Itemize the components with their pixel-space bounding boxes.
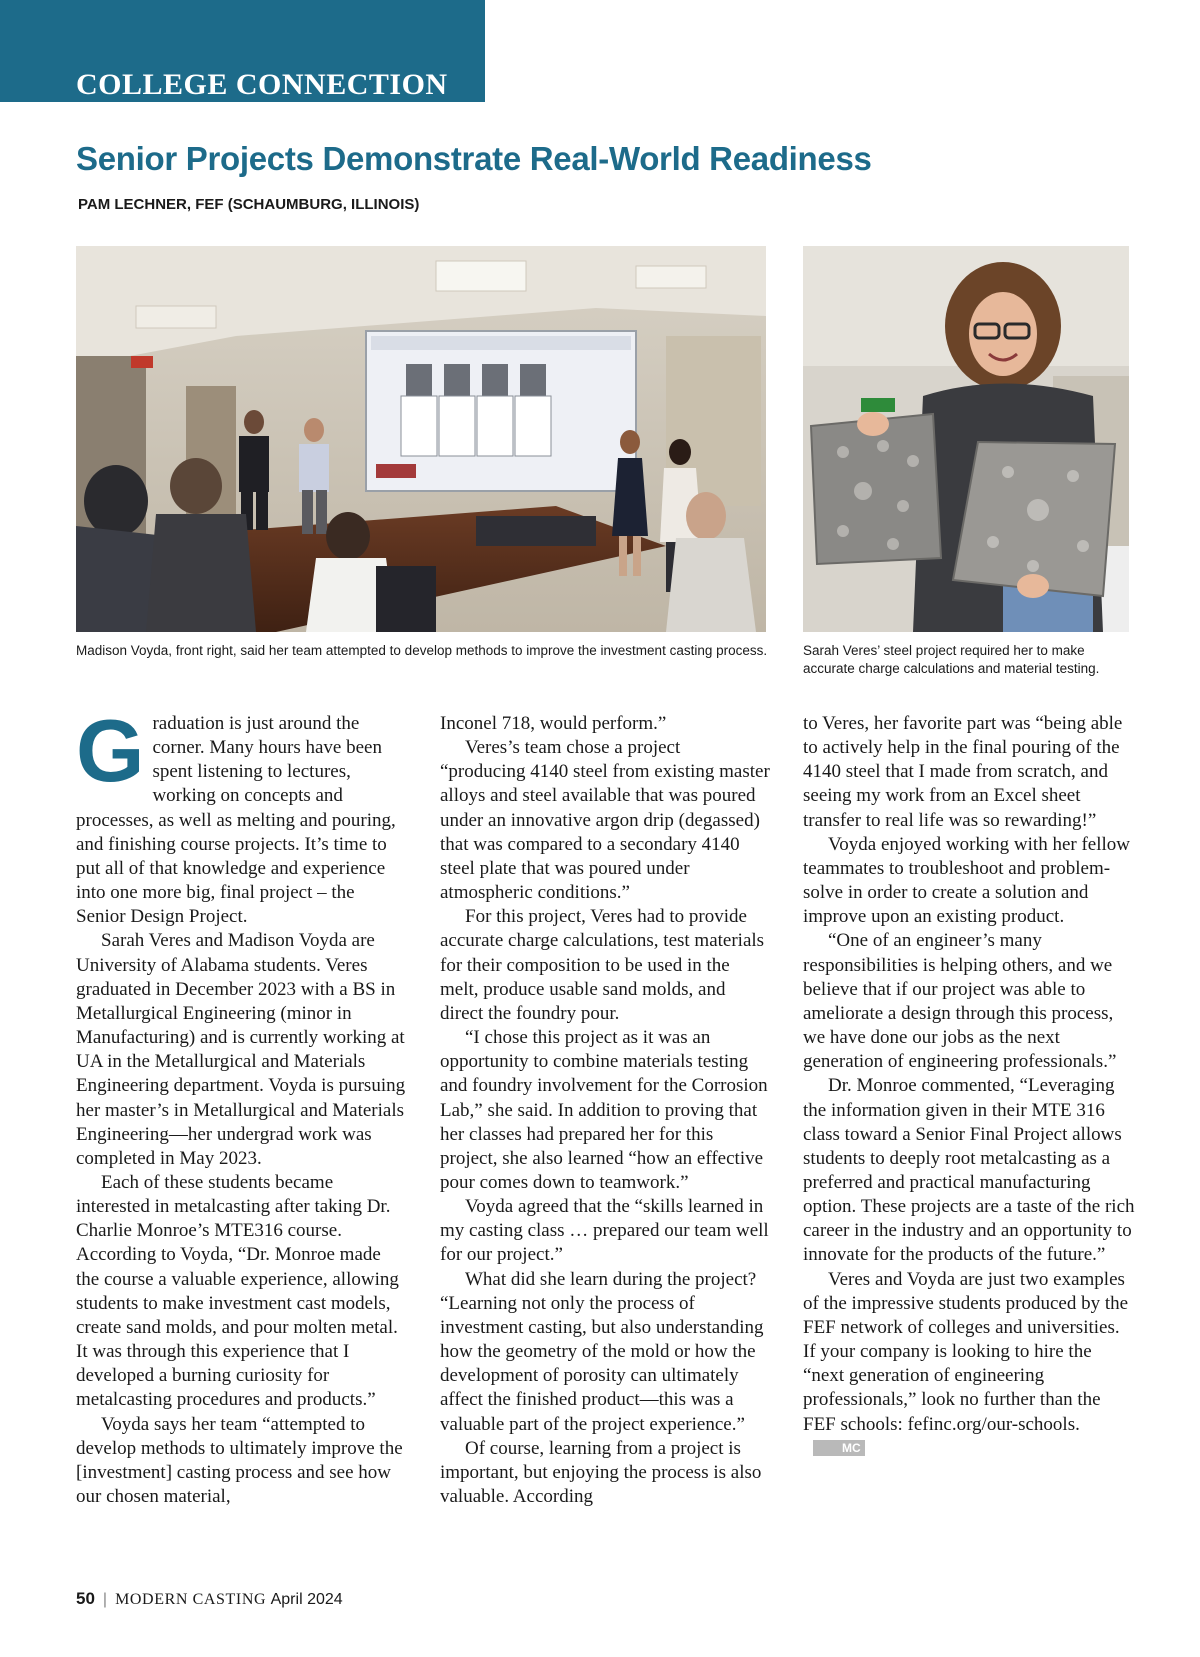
article-paragraph: Veres and Voyda are just two examples of the impressive students produced by the FEF network of colleges and universities. If your company is looking to hire the “next generation of engineering professionals,” look no further than the FEF schools: fefinc.org/our-schools.MC	[803, 1268, 1129, 1455]
left-photo-caption: Madison Voyda, front right, said her team attempted to develop methods to improve the investment casting process.	[76, 643, 768, 658]
drop-cap: G	[76, 701, 145, 800]
article-column-1	[76, 701, 406, 1509]
article-paragraph: Veres’s team chose a project “producing 4140 steel from existing master alloys and steel available that was poured under an innovative argon drip (degassed) that was compared to a secondary 4140 steel plate that was poured under atmospheric conditions.”	[440, 737, 770, 904]
article-paragraph: Sarah Veres and Madison Voyda are University of Alabama students. Veres graduated in December 2023 with a BS in Metallurgical Engineering (minor in Manufacturing) and is currently working at UA in the Metallurgical and Materials Engineering department. Voyda is pursuing her master’s in Metallurgical and Materials Engineering—her undergrad work was completed in May 2023.	[76, 930, 406, 1169]
footer-separator: |	[102, 1591, 108, 1608]
article-headline: Senior Projects Demonstrate Real-World Readiness	[76, 140, 872, 177]
issue-date: April 2024	[270, 1591, 343, 1608]
section-label: COLLEGE CONNECTION	[76, 68, 448, 101]
article-column-2	[440, 712, 770, 1509]
article-paragraph: to Veres, her favorite part was “being able to actively help in the final pouring of the 4140 steel that I made from scratch, and seeing my work from an Excel sheet transfer to real life was so rewarding!”	[803, 713, 1123, 831]
article-paragraph: Inconel 718, would perform.”	[440, 713, 667, 734]
byline: PAM LECHNER, FEF (SCHAUMBURG, ILLINOIS)	[78, 196, 420, 213]
article-paragraph: Dr. Monroe commented, “Leveraging the information given in their MTE 316 class toward a Senior Final Project allows students to deeply root metalcasting as a preferred and practical manufacturing option. These projects are a taste of the rich career in the industry and an opportunity to innovate for the products of the future.”	[803, 1075, 1135, 1266]
article-paragraph: Each of these students became interested in metalcasting after taking Dr. Charlie Monroe’s MTE316 course. According to Voyda, “Dr. Monroe made the course a valuable experience, allowing students to make investment cast models, create sand molds, and pour molten metal. It was through this experience that I developed a burning curiosity for metalcasting procedures and products.”	[76, 1171, 399, 1411]
magazine-name: MODERN CASTING	[115, 1591, 267, 1608]
article-paragraph: Graduation is just around the corner. Many hours have been spent listening to lectures, working on concepts and processes, as well as melting and pouring, and finishing course projects. It’s time to put all of that knowledge and experience into one more big, final project – the Senior Design Project.	[76, 701, 396, 928]
page-number: 50	[76, 1589, 95, 1608]
article-paragraph: Of course, learning from a project is important, but enjoying the process is also valuable. According	[440, 1437, 762, 1507]
page-footer	[76, 1589, 343, 1609]
steel-plates-photo	[803, 246, 1129, 632]
article-paragraph: “I chose this project as it was an opportunity to combine materials testing and foundry involvement for the Corrosion Lab,” she said. In addition to proving that her classes had prepared her for this project, she also learned “how an effective pour comes down to teamwork.”	[440, 1027, 768, 1193]
article-paragraph: “One of an engineer’s many responsibilities is helping others, and we believe that if our project was able to ameliorate a design through this process, we have done our jobs as the next generation of engineering professionals.”	[803, 930, 1117, 1073]
article-paragraph: Voyda says her team “attempted to develop methods to ultimately improve the [investment] casting process and see how our chosen material,	[76, 1413, 403, 1507]
article-paragraph: For this project, Veres had to provide accurate charge calculations, test materials for their composition to be used in the melt, produce usable sand molds, and direct the foundry pour.	[440, 906, 765, 1024]
article-paragraph: Voyda agreed that the “skills learned in my casting class … prepared our team well for our project.”	[440, 1196, 769, 1266]
article-paragraph: What did she learn during the project? “Learning not only the process of investment casting, but also understanding how the geometry of the mold or how the development of porosity can ultimately affect the finished product—this was a valuable part of the project experience.”	[440, 1268, 764, 1435]
end-mark-badge: MC	[813, 1440, 865, 1456]
presentation-photo	[76, 246, 766, 632]
right-photo-caption: Sarah Veres’ steel project required her to make accurate charge calculations and material testing.	[803, 643, 1100, 676]
article-paragraph: Voyda enjoyed working with her fellow teammates to troubleshoot and problem-solve in order to create a solution and improve upon an existing product.	[803, 833, 1131, 928]
article-column-3	[803, 712, 1135, 1461]
